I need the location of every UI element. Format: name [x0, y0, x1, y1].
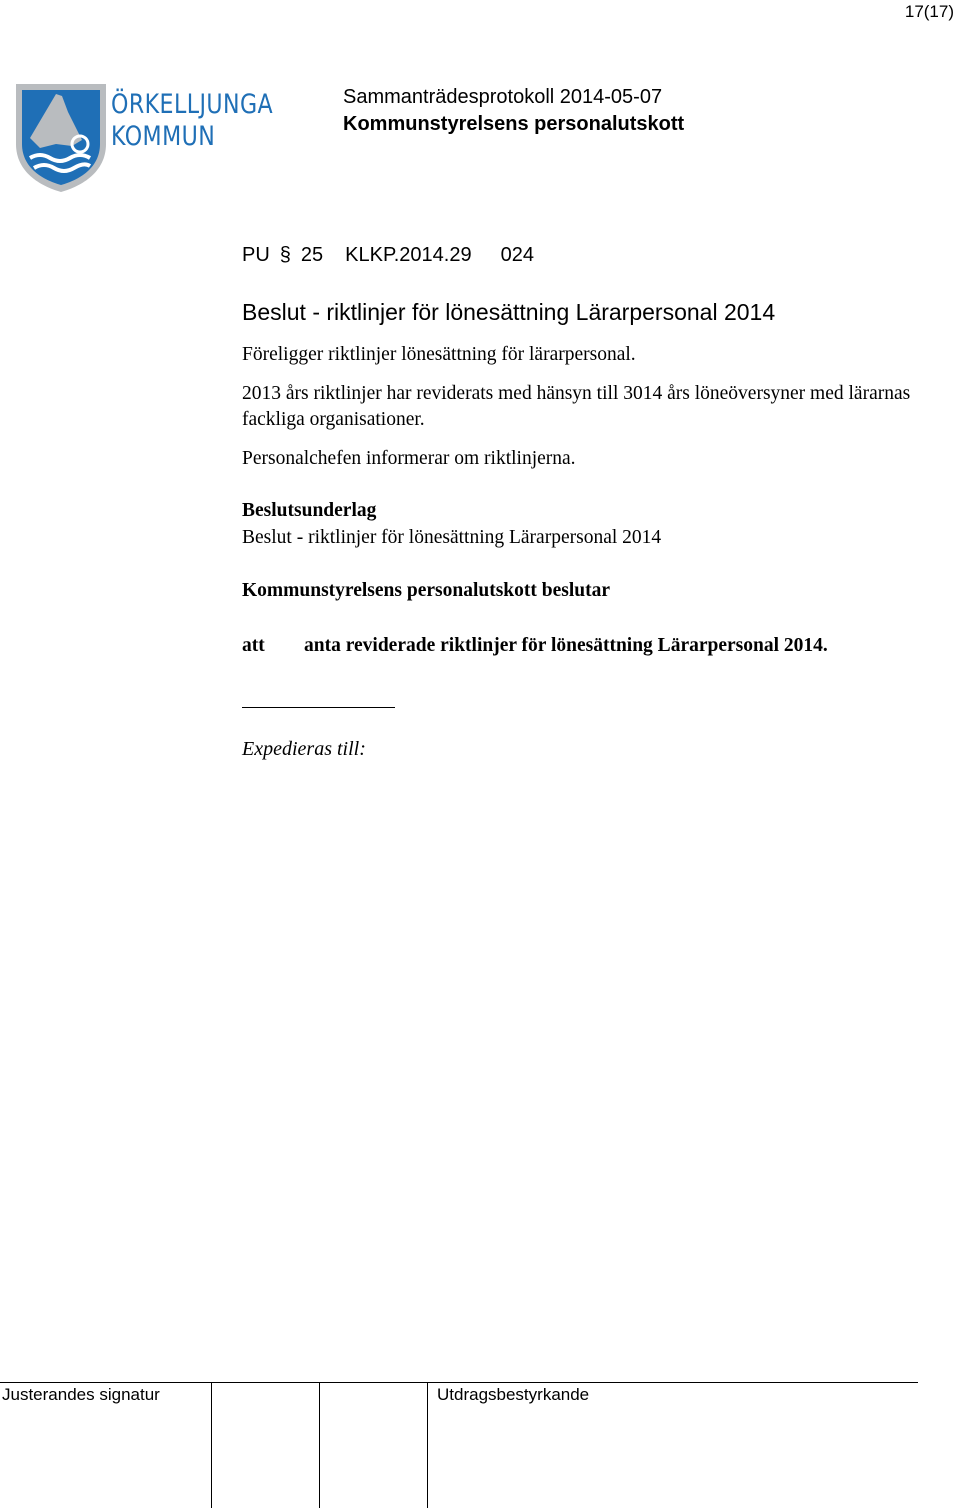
- footer-rule: [0, 1382, 918, 1383]
- page-number: 17(17): [904, 2, 954, 21]
- decision-label: Kommunstyrelsens personalutskott beslutar: [242, 580, 610, 601]
- municipality-logo: [16, 84, 306, 194]
- paragraph-2: 2013 års riktlinjer har reviderats med hänsyn till 3014 års löneöversyner med lärarnas fackliga organisationer.: [242, 383, 911, 430]
- paragraph-3: Personalchefen informerar om riktlinjerna.: [242, 448, 576, 469]
- decision-text: anta reviderade riktlinjer för lönesättning Lärarpersonal 2014.: [304, 635, 828, 656]
- reference-line: [242, 244, 534, 267]
- paragraph-1: Föreligger riktlinjer lönesättning för lärarpersonal.: [242, 344, 636, 365]
- justerandes-signatur-label: Justerandes signatur: [2, 1385, 160, 1404]
- signature-box-divider: [211, 1383, 212, 1508]
- committee-name: Kommunstyrelsens personalutskott: [343, 113, 685, 135]
- logo-line-1: ÖRKELLJUNGA: [111, 89, 274, 120]
- reference-prefix: PU: [242, 244, 270, 266]
- expedieras-label: Expedieras till:: [242, 738, 366, 760]
- logo-wordmark: [111, 89, 273, 153]
- coat-of-arms-icon: [16, 84, 106, 192]
- matter-heading: Beslut - riktlinjer för lönesättning Lärarpersonal 2014: [242, 299, 776, 325]
- decision-att: att: [242, 635, 265, 656]
- signature-box-divider: [319, 1383, 320, 1508]
- protocol-title: Sammanträdesprotokoll 2014-05-07: [343, 86, 663, 108]
- section-divider: [242, 707, 395, 708]
- logo-line-2: KOMMUN: [111, 121, 216, 152]
- archive-code: 024: [500, 244, 534, 266]
- signature-box-divider: [427, 1383, 428, 1508]
- utdragsbestyrkande-label: Utdragsbestyrkande: [437, 1385, 590, 1404]
- underlag-text: Beslut - riktlinjer för lönesättning Lärarpersonal 2014: [242, 527, 662, 548]
- diarienummer: KLKP.2014.29: [345, 244, 472, 266]
- section-number: 25: [300, 244, 324, 266]
- underlag-label: Beslutsunderlag: [242, 500, 377, 521]
- section-symbol: §: [279, 244, 291, 266]
